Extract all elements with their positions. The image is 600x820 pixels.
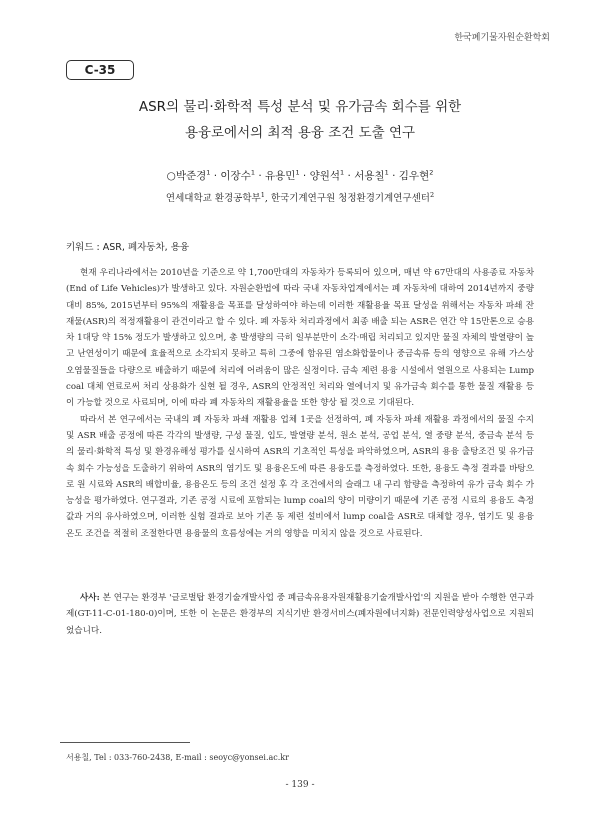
affiliations: 연세대학교 환경공학부$^1$, 한국기계연구원 청정환경기계연구센터$^2$ (165, 190, 435, 204)
body-paragraph-2: 따라서 본 연구에서는 국내의 폐 자동차 파쇄 재활용 업체 1곳을 선정하여, 폐 자동차 파쇄 재활용 과정에서의 물질 수지 및 ASR 배출 공정에 따른 각각의 발생량, 구성 물질, 입도, 발열량 분석, 원소 분석, 공업 분석, 열 중량 분석, 중금속 분석 등의 물리·화학적 특성 및 환경유해성 평가를 실시하여 ASR의 기초적인 특성을 파악하였으며, ASR의 용융 출탕조건 및 유가금속 회수 가능성을 도출하기 위하여 ASR의 염기도 및 용융온도에 따른 용융도를 측정하였다. 또한, 용융도 측정 결과를 바탕으로 원 시료와 ASR의 배합비율, 용융온도 등의 조건 설정 후 각 조건에서의 슬래그 내 구리 함량을 측정하여 유가 금속 회수 가능성을 평가하였다. 연구결과, 기존 공정 시료에 포함되는 lump coal의 양이 미량이기 때문에 기존 공정 시료의 용융도 측정값과 거의 유사하였으며, 이러한 실험 결과로 보아 기존 동 제련 설비에서 lump coal을 ASR로 대체할 경우, 염기도 및 용융온도 조건을 적절히 조절한다면 용융물의 흐름성에는 거의 영향을 미치지 않을 것으로 사료된다. (66, 414, 534, 539)
author-name: 김우현 (398, 170, 430, 182)
abstract-body (66, 265, 534, 542)
author-name: 서용칠 (354, 170, 385, 182)
author-name: 박준경 (175, 170, 207, 182)
paper-title (40, 94, 560, 146)
acknowledgement (66, 590, 534, 639)
author-affil-sup: 1 (295, 168, 300, 177)
keywords: 키워드 : ASR, 폐자동차, 용융 (66, 242, 190, 253)
author-affil-sup: 1 (250, 168, 255, 177)
page-number: - 139 - (285, 780, 315, 790)
affiliation-2: 한국기계연구원 청정환경기계연구센터 (270, 193, 430, 204)
author-affil-sup: 2 (429, 168, 434, 177)
corresponding-author-footnote: 서용칠, Tel : 033-760-2438, E-mail : seoyc@yonsei.ac.kr (66, 753, 289, 762)
author-separator: · (254, 170, 265, 182)
affiliation-1-sup: 1 (260, 190, 265, 199)
affiliation-1: 연세대학교 환경공학부 (165, 193, 261, 204)
running-header: 한국폐기물자원순환학회 (454, 33, 550, 43)
author-name: 이장수 (220, 170, 251, 182)
footnote-divider (60, 742, 190, 743)
author-list (40, 168, 560, 183)
author-affil-sup: 1 (384, 168, 389, 177)
title-line-2: 용융로에서의 최적 용융 조건 도출 연구 (184, 125, 416, 141)
author-separator: · (388, 170, 399, 182)
author-name: 유용민 (265, 170, 296, 182)
author-separator: · (344, 170, 355, 182)
abstract-code-badge: C-35 (66, 60, 134, 80)
acknowledgement-label: 사사: (80, 593, 100, 603)
author-affil-sup: 1 (340, 168, 345, 177)
title-line-1: ASR의 물리·화학적 특성 분석 및 유가금속 회수를 위한 (138, 99, 462, 115)
body-paragraph-1: 현재 우리나라에서는 2010년을 기준으로 약 1,700만대의 자동차가 등록되어 있으며, 매년 약 67만대의 사용종료 자동차(End of Life Vehicles)가 발생하고 있다. 자원순환법에 따라 국내 자동차업계에서는 폐 자동차에 대하여 2014년까지 중량 대비 85%, 2015년부터 95%의 재활용을 목표를 달성하여야 하는데 이러한 재활용율 목표 달성을 위해서는 자동차 파쇄 잔재물(ASR)의 적정재활용이 관건이라고 할 수 있다. 폐 자동차 처리과정에서 최종 배출 되는 ASR은 연간 약 15만톤으로 승용차 1대당 약 15% 정도가 발생하고 있으며, 총 발생량의 극히 일부분만이 소각·매립 처리되고 있지만 물질 자체의 발열량이 높고 난연성이기 때문에 효율적으로 소각되지 못하고 특히 그중에 함유된 염소화합물이나 중금속류 등의 영향으로 유해 가스상 오염물질들을 다량으로 배출하기 때문에 처리에 어려움이 많은 실정이다. 금속 제련 용융 시설에서 열원으로 사용되는 Lump coal 대체 연료로써 처리 상용화가 실현 될 경우, ASR의 안정적인 처리와 열에너지 및 유가금속 회수를 통한 물질 재활용 등이 가능할 것으로 사료되며, 이에 따라 폐 자동차의 재활용율을 또한 향상 될 것으로 기대된다. (66, 268, 534, 409)
presenter-marker: ○ (166, 170, 176, 182)
author-name: 양원석 (309, 170, 341, 182)
author-affil-sup: 1 (206, 168, 211, 177)
author-separator: · (210, 170, 221, 182)
affiliation-2-sup: 2 (429, 190, 435, 199)
acknowledgement-text: 본 연구는 환경부 '글로벌탑 환경기술개발사업 중 폐금속유용자원재활용기술개발사업'의 지원을 받아 수행한 연구과제(GT-11-C-01-180-0)이며, 또한 이 논문은 환경부의 지식기반 환경서비스(폐자원에너지화) 전문인력양성사업으로 지원되었습니다. (66, 593, 534, 636)
author-separator: · (299, 170, 310, 182)
